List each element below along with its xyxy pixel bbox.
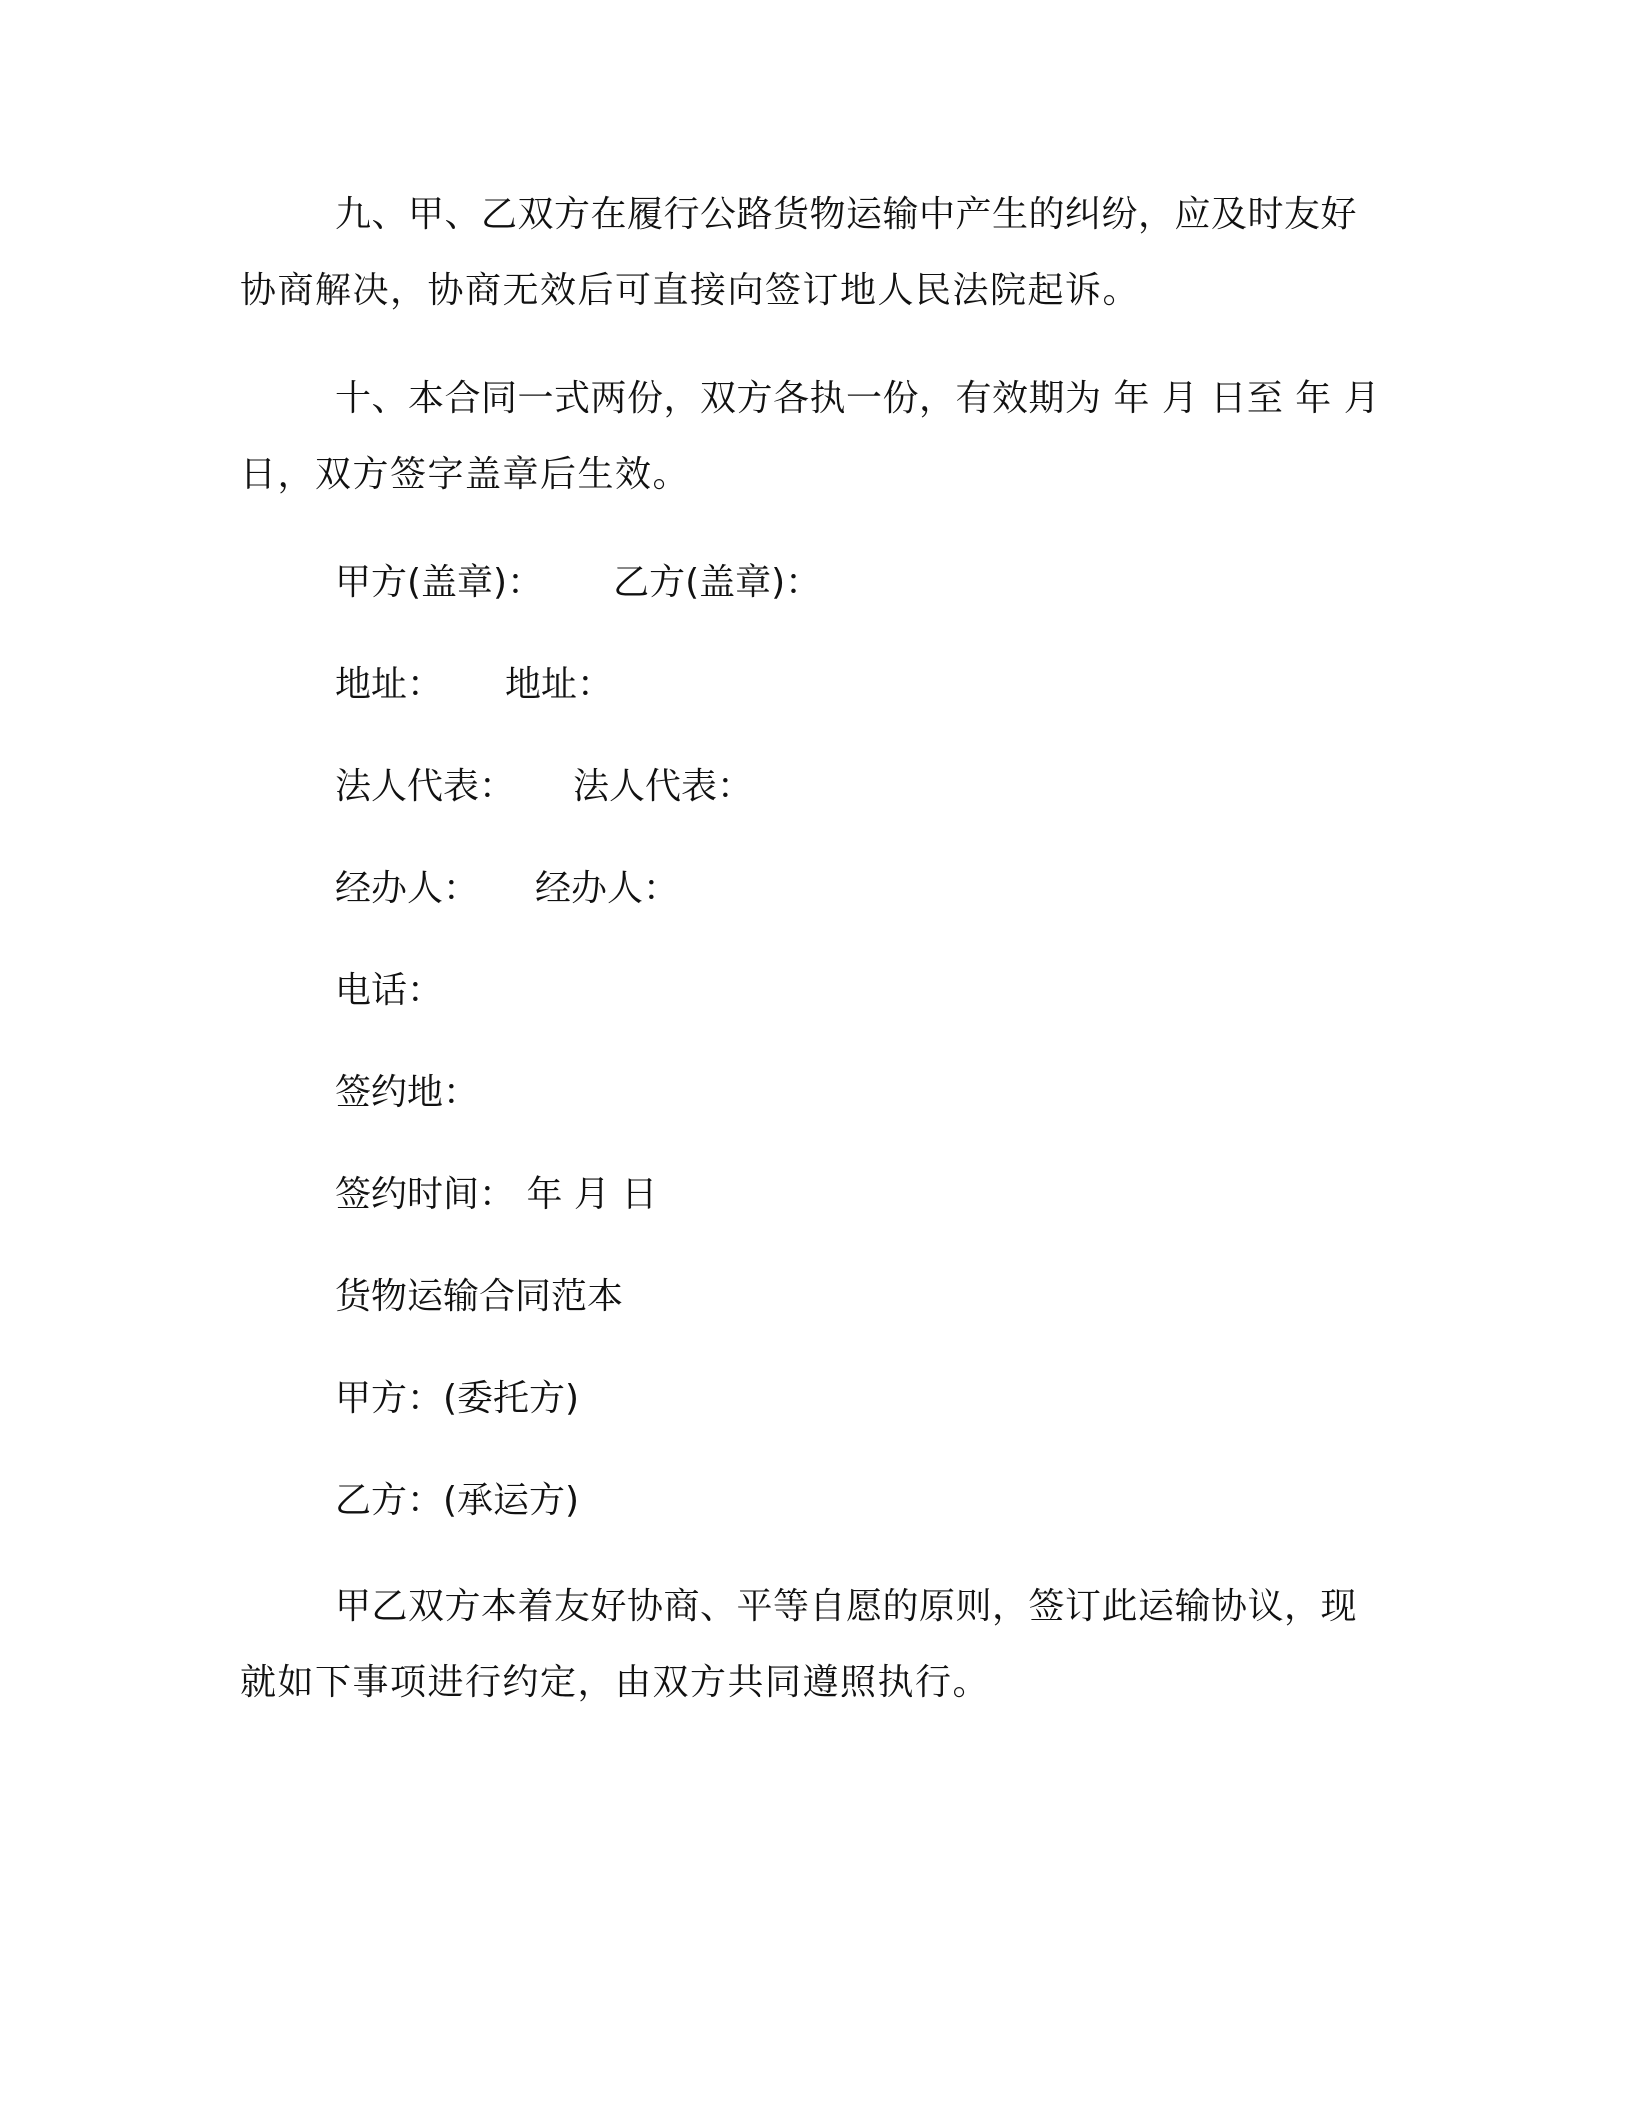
- party-b-seal-label: 乙方(盖章)：: [613, 562, 822, 603]
- preamble-line-1: 甲乙双方本着友好协商、平等自愿的原则，签订此运输协议，现: [335, 1586, 1358, 1627]
- address-a-label: 地址：: [335, 664, 444, 705]
- clause-9-line-1: 九、甲、乙双方在履行公路货物运输中产生的纠纷，应及时友好: [335, 194, 1358, 235]
- agent-b-label: 经办人：: [535, 868, 680, 909]
- phone-label: 电话：: [335, 970, 444, 1011]
- legal-rep-b-label: 法人代表：: [573, 766, 754, 807]
- sign-place-label: 签约地：: [335, 1072, 480, 1113]
- sign-time-label: 签约时间： 年 月 日: [335, 1174, 658, 1215]
- party-b-line: 乙方：(承运方): [335, 1480, 580, 1521]
- legal-rep-a-label: 法人代表：: [335, 766, 516, 807]
- clause-10-line-2: 日，双方签字盖章后生效。: [240, 454, 691, 495]
- preamble-line-2: 就如下事项进行约定，由双方共同遵照执行。: [240, 1662, 991, 1703]
- contract-title: 货物运输合同范本: [335, 1276, 624, 1317]
- party-a-seal-label: 甲方(盖章)：: [335, 562, 544, 603]
- clause-10-line-1: 十、本合同一式两份，双方各执一份，有效期为 年 月 日至 年 月: [335, 378, 1381, 419]
- agent-a-label: 经办人：: [335, 868, 480, 909]
- seal-row: [335, 560, 821, 606]
- party-a-line: 甲方：(委托方): [335, 1378, 580, 1419]
- clause-9-line-2: 协商解决，协商无效后可直接向签订地人民法院起诉。: [240, 270, 1141, 311]
- address-b-label: 地址：: [505, 664, 614, 705]
- legal-rep-row: [335, 764, 753, 810]
- address-row: [335, 662, 613, 708]
- agent-row: [335, 866, 679, 912]
